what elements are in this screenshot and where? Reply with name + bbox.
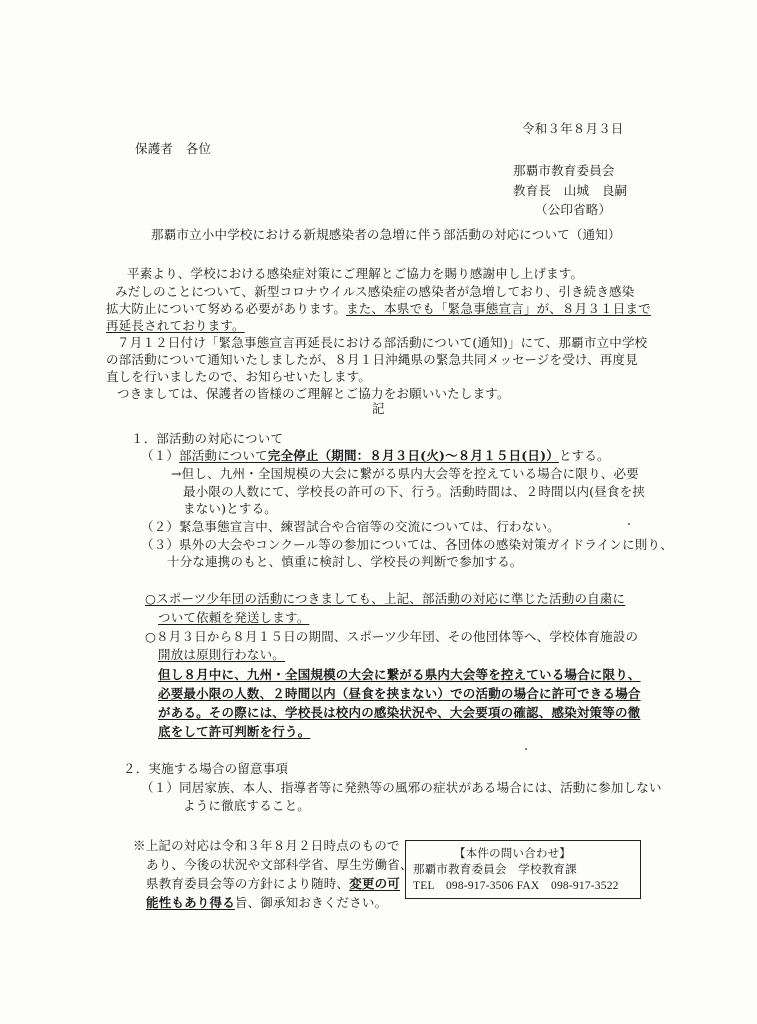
contact-box bbox=[405, 840, 641, 899]
contact-org: 那覇市教育委員会 学校教育課 bbox=[413, 862, 577, 876]
section-1-item-1-note-line-1: →但し、九州・全国規模の大会に繋がる県内大会等を控えている場合に限り、必要 bbox=[171, 466, 639, 481]
note-2-line-1: ○８月３日から８月１５日の期間、スポーツ少年団、その他団体等へ、学校体育施設の bbox=[145, 629, 639, 644]
note-1-line-2: ついて依頼を発送します。 bbox=[158, 610, 310, 625]
scan-speck bbox=[628, 523, 630, 525]
ki-marker: 記 bbox=[372, 401, 385, 416]
intro-p2-underlined: また、本県でも「緊急事態宣言」が、８月３１日まで bbox=[346, 301, 651, 316]
section-1-heading: １．部活動の対応について bbox=[131, 431, 284, 446]
intro-paragraph-3-line-3: 直しを行いましたので、お知らせいたします。 bbox=[106, 369, 372, 384]
note-1-line-1: ○スポーツ少年団の活動につきましても、上記、部活動の対応に準じた活動の自粛に bbox=[145, 591, 626, 606]
sender-org: 那覇市教育委員会 bbox=[513, 163, 615, 178]
section-2-item-1-line-1: （１）同居家族、本人、指導者等に発熱等の風邪の症状がある場合には、活動に参加しない bbox=[141, 780, 662, 795]
contact-phone-fax: TEL 098-917-3506 FAX 098-917-3522 bbox=[413, 880, 619, 892]
addressee: 保護者 各位 bbox=[135, 141, 212, 156]
intro-paragraph-2-line-2 bbox=[106, 301, 651, 317]
intro-p2-plain: 拡大防止について努める必要があります。 bbox=[106, 301, 347, 316]
seal-omitted-note: （公印省略） bbox=[535, 202, 612, 217]
footnote-line-3: 県教育委員会等の方針により随時、変更の可 bbox=[146, 876, 401, 891]
scan-speck bbox=[525, 748, 527, 750]
section-1-item-1-note-line-3: まない)とする。 bbox=[183, 501, 277, 516]
note-3-line-4: 底をして許可判断を行う。 bbox=[158, 724, 311, 739]
note-3-line-3: がある。その際には、学校長は校内の感染状況や、大会要項の確認、感染対策等の徹 bbox=[158, 705, 641, 720]
issue-date: 令和３年８月３日 bbox=[522, 121, 624, 136]
intro-paragraph-2-line-3: 再延長されております。 bbox=[106, 318, 245, 333]
section-1-item-3-line-2: 十分な連携のもと、慎重に検討し、学校長の判断で参加する。 bbox=[167, 554, 523, 569]
intro-paragraph-2-line-1: みだしのことについて、新型コロナウイルス感染症の感染者が急増しており、引き続き感染 bbox=[115, 284, 635, 299]
contact-title: 【本件の問い合わせ】 bbox=[454, 846, 571, 860]
intro-paragraph-3-line-1: ７月１２日付け「緊急事態宣言再延長における部活動について(通知)」にて、那覇市立中学校 bbox=[117, 335, 648, 350]
footnote-line-2: あり、今後の状況や文部科学省、厚生労働省、 bbox=[146, 857, 413, 872]
note-2-line-2: 開放は原則行わない。 bbox=[158, 647, 286, 662]
section-1-item-1-note-line-2: 最小限の人数にて、学校長の許可の下、行う。活動時間は、２時間以内(昼食を挟 bbox=[183, 484, 646, 499]
note-3-line-2: 必要最小限の人数、２時間以内（昼食を挟まない）での活動の場合に許可できる場合 bbox=[158, 686, 641, 701]
intro-paragraph-4: つきましては、保護者の皆様のご理解とご協力をお願いいたします。 bbox=[117, 386, 510, 401]
sender-name: 教育長 山城 良嗣 bbox=[513, 183, 628, 198]
section-1-item-2: （２）緊急事態宣言中、練習試合や合宿等の交流については、行わない。 bbox=[141, 519, 560, 534]
intro-paragraph-3-line-2: の部活動について通知いたしましたが、８月１日沖縄県の緊急共同メッセージを受け、再度見 bbox=[106, 352, 638, 367]
footnote-line-1: ※上記の対応は令和３年８月２日時点のもので bbox=[133, 838, 400, 853]
note-3-line-1: 但し８月中に、九州・全国規模の大会に繋がる県内大会等を控えている場合に限り、 bbox=[158, 667, 641, 682]
section-1-item-3-line-1: （３）県外の大会やコンクール等の参加については、各団体の感染対策ガイドラインに則り、 bbox=[141, 537, 673, 552]
intro-paragraph-1: 平素より、学校における感染症対策にご理解とご協力を賜り感謝申し上げます。 bbox=[127, 266, 584, 281]
section-2-heading: ２．実施する場合の留意事項 bbox=[123, 761, 289, 776]
document-title: 那覇市立小中学校における新規感染者の急増に伴う部活動の対応について（通知） bbox=[151, 227, 621, 242]
footnote-line-4: 能性もあり得る旨、御承知おきください。 bbox=[146, 895, 388, 910]
section-2-item-1-line-2: ように徹底すること。 bbox=[183, 798, 311, 813]
section-1-item-1: （１）部活動について完全停止（期間：８月３日(火)～８月１５日(日)）とする。 bbox=[141, 448, 610, 463]
